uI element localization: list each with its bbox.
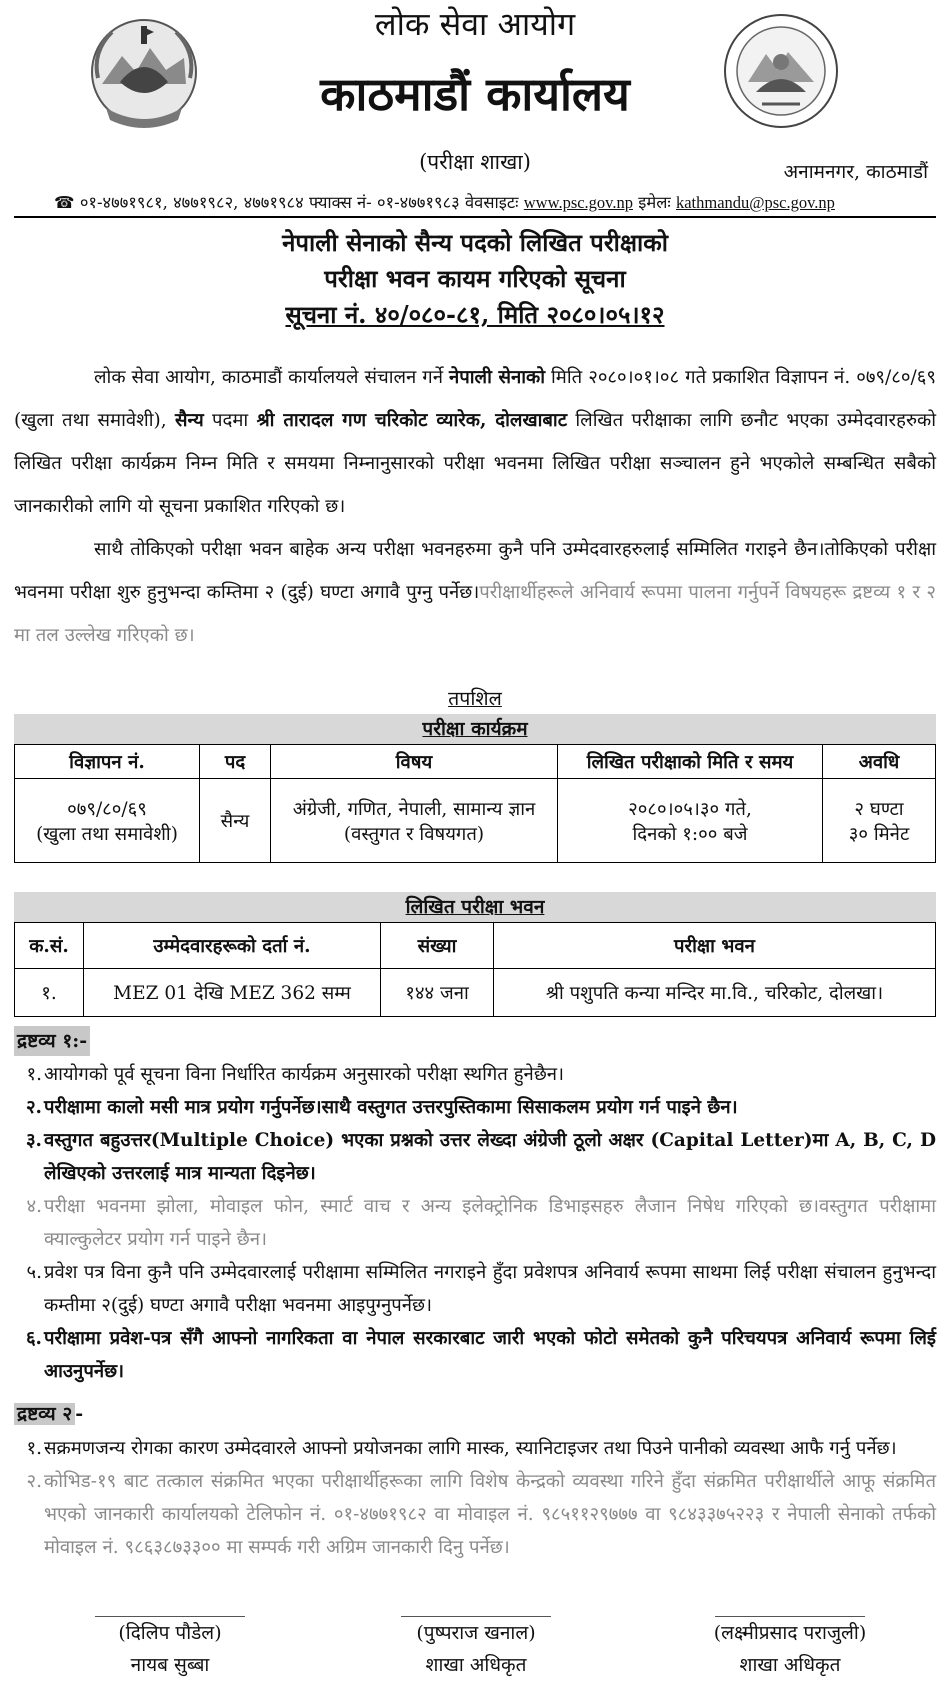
- col-subject: विषय: [271, 745, 558, 779]
- schedule-heading-text: परीक्षा कार्यक्रम: [422, 718, 528, 740]
- venue-table: [14, 922, 936, 1017]
- signatory-name: (पुष्पराज खनाल): [416, 1622, 536, 1644]
- website-link[interactable]: www.psc.gov.np: [523, 193, 633, 212]
- list-item: [14, 1190, 936, 1256]
- item-number: ५.: [26, 1262, 42, 1283]
- ad-no-value: ०७९/८०/६९: [67, 798, 147, 820]
- cell-registration: MEZ 01 देखि MEZ 362 सम्म: [84, 969, 381, 1017]
- signatory-name: (लक्ष्मीप्रसाद पराजुली): [713, 1622, 867, 1644]
- details-heading: तपशिल: [448, 687, 502, 710]
- cell-date: [558, 779, 823, 863]
- p2-text-a: साथै तोकिएको परीक्षा भवन बाहेक अन्य परीक्षा भवनहरुमा कुनै पनि उम्मेदवारहरुलाई सम्मिलित गराइने छैन।तोकिएको परीक्षा भवनमा परीक्षा शुरु हुनुभन्दा कम्तिमा २ (दुई) घण्टा अगावै पुग्नु पर्नेछ।: [14, 539, 936, 603]
- signatory-title: शाखा अधिकृत: [739, 1654, 841, 1676]
- phone-icon: ☎: [54, 193, 75, 212]
- header-divider: [14, 216, 936, 218]
- col-registration: उम्मेदवारहरूको दर्ता नं.: [84, 923, 381, 969]
- notice-number: सूचना नं. ४०/०८०-८१, मिति २०८०।०५।१२: [285, 300, 665, 329]
- p1-text-g: लिखित परीक्षाका लागि छनौट भएका उम्मेदवारहरुको लिखित परीक्षा कार्यक्रम निम्न मिति र समयमा निम्नानुसारको परीक्षा भवनमा लिखित परीक्षा सञ्चालन हुने भएकोले सम्बन्धित सबैको जानकारीको लागि यो सूचना प्रकाशित गरिएको छ।: [14, 410, 937, 517]
- signatory-title: शाखा अधिकृत: [425, 1654, 527, 1676]
- ad-type-value: (खुला तथा समावेशी): [36, 823, 178, 845]
- col-hall: परीक्षा भवन: [494, 923, 936, 969]
- org-name: लोक सेवा आयोग: [374, 5, 576, 43]
- contact-line: [54, 190, 835, 213]
- cell-sn: १.: [15, 969, 84, 1017]
- note2-list: [14, 1432, 936, 1564]
- item-text-b: वस्तुगत परीक्षामा क्याल्कुलेटर प्रयोग गर्न पाइने छैन।: [44, 1196, 936, 1250]
- schedule-heading: [14, 714, 936, 744]
- subject-line2: (वस्तुगत र विषयगत): [343, 823, 485, 845]
- venue-heading-text: लिखित परीक्षा भवन: [405, 896, 545, 918]
- item-text: परीक्षामा प्रवेश-पत्र सँगै आफ्नो नागरिकता वा नेपाल सरकारबाट जारी भएको फोटो समेतको कुनै परिचयपत्र अनिवार्य रूपमा लिई आउनुपर्नेछ।: [44, 1328, 936, 1382]
- item-text: वस्तुगत बहुउत्तर(Multiple Choice) भएका प्रश्नको उत्तर लेख्दा अंग्रेजी ठूलो अक्षर (Capital Letter)मा A, B, C, D लेखिएको उत्तरलाई मात्र मान्यता दिइनेछ।: [44, 1130, 936, 1184]
- col-ad-no: विज्ञापन नं.: [15, 745, 200, 779]
- paragraph-2: [14, 528, 936, 657]
- cell-hall: श्री पशुपति कन्या मन्दिर मा.वि., चरिकोट, दोलखा।: [494, 969, 936, 1017]
- item-number: ६.: [25, 1328, 42, 1349]
- table-row: [15, 779, 936, 863]
- note1-list: [14, 1058, 936, 1388]
- cell-count: १४४ जना: [381, 969, 494, 1017]
- item-number: ३.: [25, 1130, 42, 1151]
- p1-text-f: श्री तारादल गण चरिकोट व्यारेक, दोलखाबाट: [256, 410, 568, 431]
- cell-subject: [271, 779, 558, 863]
- item-number: १.: [26, 1064, 42, 1085]
- notice-title-line2: परीक्षा भवन कायम गरिएको सूचना: [324, 264, 626, 293]
- item-text: [44, 1190, 936, 1256]
- office-name: काठमाडौं कार्यालय: [320, 67, 630, 121]
- col-count: संख्या: [381, 923, 494, 969]
- duration-line1: २ घण्टा: [854, 798, 904, 820]
- p1-text-b: नेपाली सेनाको: [448, 367, 546, 388]
- branch-name: (परीक्षा शाखा): [419, 150, 531, 174]
- signature-1: [40, 1616, 300, 1681]
- list-item: [14, 1465, 936, 1564]
- col-post: पद: [200, 745, 271, 779]
- note2-label-suffix: -: [75, 1403, 84, 1425]
- notice-title-line1: नेपाली सेनाको सैन्य पदको लिखित परीक्षाको: [282, 228, 668, 257]
- email-label: इमेलः: [633, 193, 676, 212]
- col-sn: क.सं.: [15, 923, 84, 969]
- item-text: आयोगको पूर्व सूचना विना निर्धारित कार्यक्रम अनुसारको परीक्षा स्थगित हुनेछैन।: [44, 1064, 565, 1085]
- item-text: प्रवेश पत्र विना कुनै पनि उम्मेदवारलाई परीक्षामा सम्मिलित नगराइने हुँदा प्रवेशपत्र अनिवार्य रूपमा साथमा लिई परीक्षा संचालन हुनुभन्दा कम्तीमा २(दुई) घण्टा अगावै परीक्षा भवनमा आइपुग्नुपर्नेछ।: [44, 1262, 936, 1316]
- office-address: अनामनगर, काठमाडौं: [783, 161, 928, 183]
- p1-text-c: मिति २०८०।०१।०८ गते प्रकाशित विज्ञापन नं. ०७९/८०/६९ (खुला तथा समावेशी),: [14, 367, 937, 431]
- item-number: २.: [26, 1471, 42, 1492]
- item-number: २.: [25, 1097, 42, 1118]
- cell-duration: [823, 779, 936, 863]
- list-item: [14, 1124, 936, 1190]
- contact-text: ०१-४७७१९८१, ४७७१९८२, ४७७१९८४ फ्याक्स नं- ०१-४७७१९८३ वेवसाइटः: [79, 193, 524, 212]
- list-item: [14, 1091, 936, 1124]
- item-text: सक्रमणजन्य रोगका कारण उम्मेदवारले आफ्नो प्रयोजनका लागि मास्क, स्यानिटाइजर तथा पिउने पानीको व्यवस्था आफै गर्नु पर्नेछ।: [44, 1438, 897, 1459]
- p1-text-a: लोक सेवा आयोग, काठमाडौं कार्यालयले संचालन गर्ने: [94, 367, 449, 388]
- duration-line2: ३० मिनेट: [848, 823, 910, 845]
- schedule-header-row: [15, 745, 936, 779]
- item-number: ४.: [26, 1196, 42, 1217]
- schedule-table: [14, 744, 936, 863]
- item-text: परीक्षामा कालो मसी मात्र प्रयोग गर्नुपर्नेछ।साथै वस्तुगत उत्तरपुस्तिकामा सिसाकलम प्रयोग गर्न पाइने छैन।: [44, 1097, 738, 1118]
- note2-heading: [14, 1400, 83, 1426]
- col-date: लिखित परीक्षाको मिति र समय: [558, 745, 823, 779]
- item-text-a: परीक्षा भवनमा झोला, मोवाइल फोन, स्मार्ट वाच र अन्य इलेक्ट्रोनिक डिभाइसहरु लैजान निषेध गरिएको छ।: [44, 1196, 819, 1217]
- col-duration: अवधि: [823, 745, 936, 779]
- signatory-name: (दिलिप पौडेल): [118, 1622, 222, 1644]
- paragraph-1: [14, 356, 936, 528]
- list-item: [14, 1256, 936, 1322]
- list-item: [14, 1322, 936, 1388]
- cell-post: सैन्य: [200, 779, 271, 863]
- p1-text-d: सैन्य: [174, 410, 204, 431]
- venue-heading: [14, 892, 936, 922]
- table-row: [15, 969, 936, 1017]
- signature-3: [660, 1616, 920, 1681]
- venue-header-row: [15, 923, 936, 969]
- time-value: दिनको १:०० बजे: [632, 823, 748, 845]
- p1-text-e: पदमा: [203, 410, 257, 431]
- signatory-title: नायब सुब्बा: [130, 1654, 210, 1676]
- email-link[interactable]: kathmandu@psc.gov.np: [675, 193, 835, 212]
- date-value: २०८०।०५।३० गते,: [628, 798, 752, 820]
- notice-body: [14, 356, 936, 657]
- item-number: १.: [26, 1438, 42, 1459]
- cell-ad-no: [15, 779, 200, 863]
- list-item: [14, 1432, 936, 1465]
- list-item: [14, 1058, 936, 1091]
- signature-2: [346, 1616, 606, 1681]
- subject-line1: अंग्रेजी, गणित, नेपाली, सामान्य ज्ञान: [292, 798, 536, 820]
- note1-label: द्रष्टव्य १:-: [14, 1026, 90, 1056]
- item-text: कोभिड-१९ बाट तत्काल संक्रमित भएका परीक्षार्थीहरूका लागि विशेष केन्द्रको व्यवस्था गरिने हुँदा संक्रमित परीक्षार्थीले आफू संक्रमित भएको जानकारी कार्यालयको टेलिफोन नं. ०१-४७७१९८२ वा मोवाइल नं. ९८५११२९७७७ वा ९८४३३७५२२३ र नेपाली सेनाको तर्फको मोवाइल नं. ९८६३८७३३०० मा सम्पर्क गरी अग्रिम जानकारी दिनु पर्नेछ।: [44, 1471, 936, 1558]
- p2-text-b: परीक्षार्थीहरूले अनिवार्य रूपमा पालना गर्नुपर्ने विषयहरू द्रष्टव्य १ र २ मा तल उल्लेख गरिएको छ।: [14, 582, 936, 646]
- note2-label: द्रष्टव्य २: [14, 1403, 75, 1425]
